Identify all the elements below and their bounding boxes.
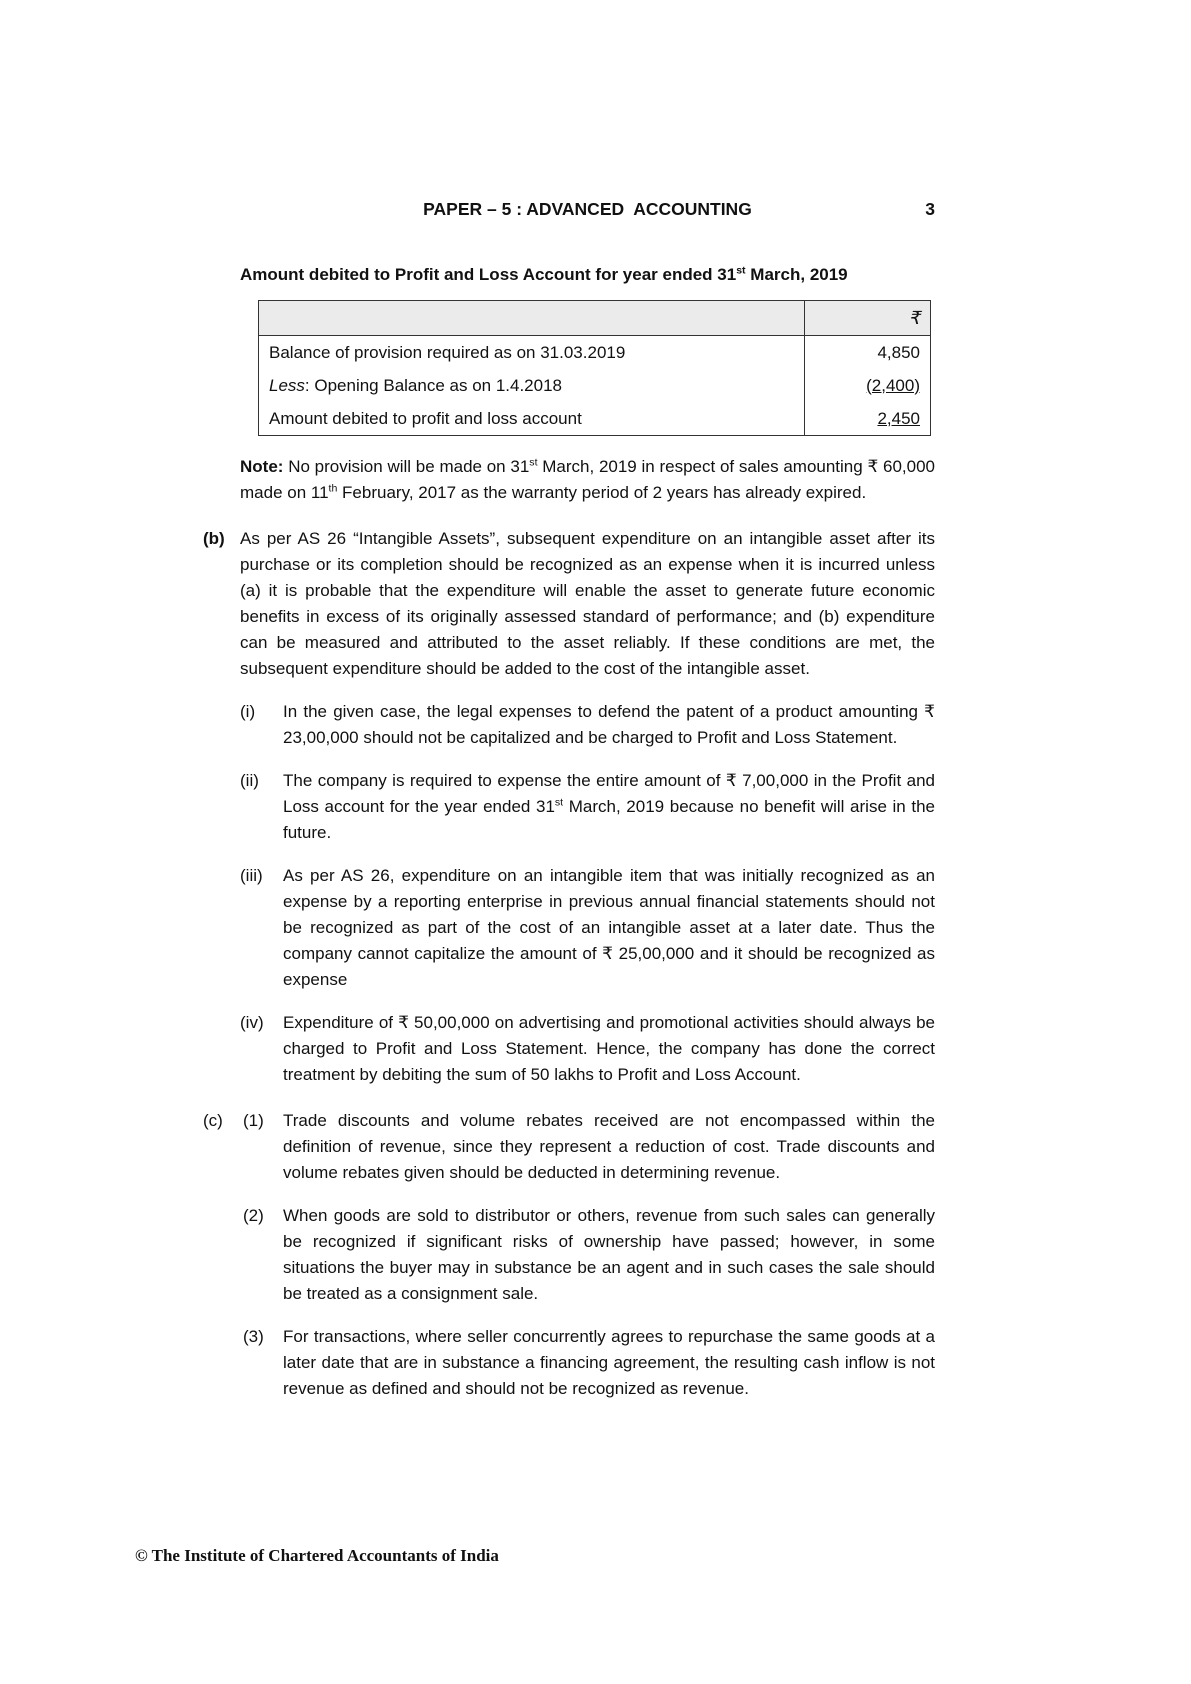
row-label: Amount debited to profit and loss account xyxy=(259,402,805,436)
item-label: (iv) xyxy=(240,1013,264,1032)
footer-copyright: © The Institute of Chartered Accountants of India xyxy=(135,1546,499,1565)
item-text: For transactions, where seller concurrently agrees to repurchase the same goods at a later date that are in substance a financing agreement, the resulting cash inflow is not revenue as defined and should not be recognized as revenue. xyxy=(283,1327,935,1398)
label-spacer xyxy=(203,1203,243,1307)
row-value xyxy=(805,402,931,436)
answer-item-c-2 xyxy=(203,1203,935,1307)
answer-item-b xyxy=(203,526,935,682)
page-header xyxy=(240,196,935,222)
answer-item-c-1 xyxy=(203,1108,935,1186)
underlined-amount: 2,450 xyxy=(877,408,920,428)
item-text: The company is required to expense the entire amount of ₹ 7,00,000 in the Profit and Loss account for the year ended 31st March, 2019 because no benefit will arise in the future. xyxy=(283,771,936,842)
item-label: (b) xyxy=(203,529,225,548)
answer-item-b-i xyxy=(240,699,935,751)
answer-item-b-iv xyxy=(240,1010,935,1088)
item-label: (ii) xyxy=(240,771,259,790)
paper-title: PAPER – 5 : ADVANCED ACCOUNTING xyxy=(423,199,752,219)
note-paragraph: Note: No provision will be made on 31st March, 2019 in respect of sales amounting ₹ 60,000 made on 11th February, 2017 as the warranty period of 2 years has already expired. xyxy=(240,456,936,502)
row-value xyxy=(805,369,931,402)
item-sublabel: (1) xyxy=(243,1111,264,1130)
table-row xyxy=(259,402,931,436)
item-text: Trade discounts and volume rebates received are not encompassed within the definition of revenue, since they represent a reduction of cost. Trade discounts and volume rebates given should be deducted in determining revenue. xyxy=(283,1111,935,1182)
underlined-amount: (2,400) xyxy=(866,375,920,395)
item-text: When goods are sold to distributor or others, revenue from such sales can generally be recognized if significant risks of ownership have passed; however, in some situations the buyer may in substance be an agent and in such cases the sale should be treated as a consignment sale. xyxy=(283,1206,935,1303)
answer-item-b-ii xyxy=(240,768,935,846)
provision-table xyxy=(258,300,931,436)
item-label: (c) xyxy=(203,1111,223,1130)
table-header-row xyxy=(259,301,931,336)
item-label: (iii) xyxy=(240,866,263,885)
label-spacer xyxy=(203,1324,243,1402)
table-row xyxy=(259,336,931,370)
item-text: Expenditure of ₹ 50,00,000 on advertising and promotional activities should always be charged to Profit and Loss Statement. Hence, the company has done the correct treatment by debiting the sum of 50 lakhs to Profit and Loss Account. xyxy=(283,1013,935,1084)
item-text: In the given case, the legal expenses to defend the patent of a product amounting ₹ 23,00,000 should not be capitalized and be charged to Profit and Loss Statement. xyxy=(283,702,935,747)
row-value: 4,850 xyxy=(805,336,931,370)
item-sublabel: (2) xyxy=(243,1206,264,1225)
table-title: Amount debited to Profit and Loss Account for year ended 31st March, 2019 xyxy=(240,264,848,284)
item-label: (i) xyxy=(240,702,256,721)
page-number: 3 xyxy=(925,199,935,219)
row-label: Less: Opening Balance as on 1.4.2018 xyxy=(259,369,805,402)
item-text: As per AS 26, expenditure on an intangible item that was initially recognized as an expense by a reporting enterprise in previous annual financial statements should not be recognized as part of the cost of an intangible asset at a later date. Thus the company cannot capitalize the amount of ₹ 25,00,000 and it should be recognized as expense xyxy=(283,866,935,989)
answer-item-c-3 xyxy=(203,1324,935,1402)
item-sublabel: (3) xyxy=(243,1327,264,1346)
table-header-empty-cell xyxy=(259,301,805,336)
row-label: Balance of provision required as on 31.03.2019 xyxy=(259,336,805,370)
item-text: As per AS 26 “Intangible Assets”, subsequent expenditure on an intangible asset after its purchase or its completion should be recognized as an expense when it is incurred unless (a) it is probable that the expenditure will enable the asset to generate future economic benefits in excess of its originally assessed standard of performance; and (b) expenditure can be measured and attributed to the asset reliably. If these conditions are met, the subsequent expenditure should be added to the cost of the intangible asset. xyxy=(240,529,935,678)
currency-header-cell: ₹ xyxy=(805,301,931,336)
answer-item-b-iii xyxy=(240,863,935,993)
answer-content xyxy=(203,262,935,1402)
table-row xyxy=(259,369,931,402)
